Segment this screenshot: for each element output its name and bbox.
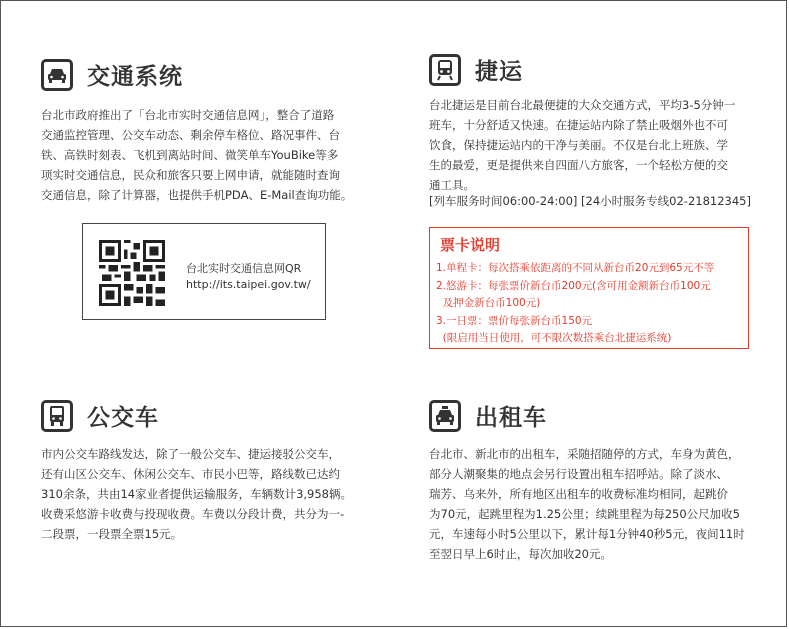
taxi-header (429, 399, 547, 432)
ticket-line: (限启用当日使用，可不限次数搭乘台北捷运系统) (436, 332, 672, 344)
text-line: 收费采悠游卡收费与投现收费。车费以分段计费，共分为一- (41, 507, 345, 521)
bus-header (41, 399, 159, 432)
qr-caption (186, 261, 311, 293)
text-line: 台北市、新北市的出租车，采随招随停的方式，车身为黄色， (429, 447, 740, 461)
text-line: 元，车速每小时5公里以下，累计每1分钟40秒5元，夜间11时 (429, 527, 745, 541)
mrt-paragraph (429, 95, 769, 195)
qr-url[interactable]: http://its.taipei.gov.tw/ (186, 278, 311, 291)
ticket-line: 2.悠游卡：每张票价新台币200元(含可用金额新台币100元 (436, 280, 711, 292)
traffic-title: 交通系统 (87, 64, 183, 90)
text-line: 还有山区公交车、休闲公交车、市民小巴等，路线数已达约 (41, 467, 340, 481)
qr-label: 台北实时交通信息网QR (186, 262, 302, 275)
traffic-paragraph (41, 105, 371, 205)
mrt-title: 捷运 (475, 59, 523, 85)
qr-code[interactable] (99, 240, 165, 306)
traffic-header (41, 58, 183, 91)
text-line: 交通信息，除了计算器，也提供手机PDA、E-Mail查询功能。 (41, 188, 353, 202)
text-line: 310余条，共由14家业者提供运输服务，车辆数计3,958辆。 (41, 487, 353, 501)
ticket-line: 及押金新台币100元) (436, 297, 541, 309)
train-icon (429, 54, 461, 86)
ticket-line: 1.单程卡：每次搭乘依距离的不同从新台币20元到65元不等 (436, 262, 715, 274)
text-line: 项实时交通信息，民众和旅客只要上网申请，就能随时查询 (41, 168, 340, 182)
text-line: 交通监控管理、公交车动态、剩余停车格位、路况事件、台 (41, 128, 340, 142)
text-line: 瑞芳、乌来外，所有地区出租车的收费标准均相同，起跳价 (429, 487, 728, 501)
ticket-line: 3.一日票：票价每张新台币150元 (436, 315, 593, 327)
service-hours: [列车服务时间06:00-24:00] [24小时服务专线02-21812345] (429, 194, 751, 208)
bus-paragraph (41, 444, 381, 544)
text-line: 为70元，起跳里程为1.25公里；续跳里程为每250公尺加收5 (429, 507, 741, 521)
text-line: 至翌日早上6时止，每次加收20元。 (429, 547, 612, 561)
text-line: 二段票，一段票全票15元。 (41, 527, 183, 541)
text-line: 饮食，保持捷运站内的干净与美丽。不仅是台北上班族、学 (429, 138, 728, 152)
car-icon (41, 59, 73, 91)
taxi-paragraph (429, 444, 774, 564)
taxi-title: 出租车 (475, 405, 547, 431)
text-line: 市内公交车路线发达，除了一般公交车、捷运接驳公交车， (41, 447, 340, 461)
taxi-icon (429, 400, 461, 432)
ticket-info-box (429, 227, 749, 349)
text-line: 台北捷运是目前台北最便捷的大众交通方式，平均3-5分钟一 (429, 98, 736, 112)
text-line: 部分人潮聚集的地点会另行设置出租车招呼站。除了淡水、 (429, 467, 728, 481)
mrt-header (429, 53, 523, 86)
text-line: 生的最爱，更是提供来自四面八方旅客，一个轻松方便的交 (429, 158, 728, 172)
bus-icon (41, 400, 73, 432)
text-line: 通工具。 (429, 178, 475, 192)
qr-card (82, 223, 326, 320)
bus-title: 公交车 (87, 405, 159, 431)
text-line: 铁、高铁时刻表、飞机到离站时间、微笑单车YouBike等多 (41, 148, 339, 162)
ticket-title: 票卡说明 (440, 236, 501, 254)
text-line: 台北市政府推出了「台北市实时交通信息网」，整合了道路 (41, 108, 335, 122)
text-line: 班车，十分舒适又快速。在捷运站内除了禁止吸烟外也不可 (429, 118, 728, 132)
